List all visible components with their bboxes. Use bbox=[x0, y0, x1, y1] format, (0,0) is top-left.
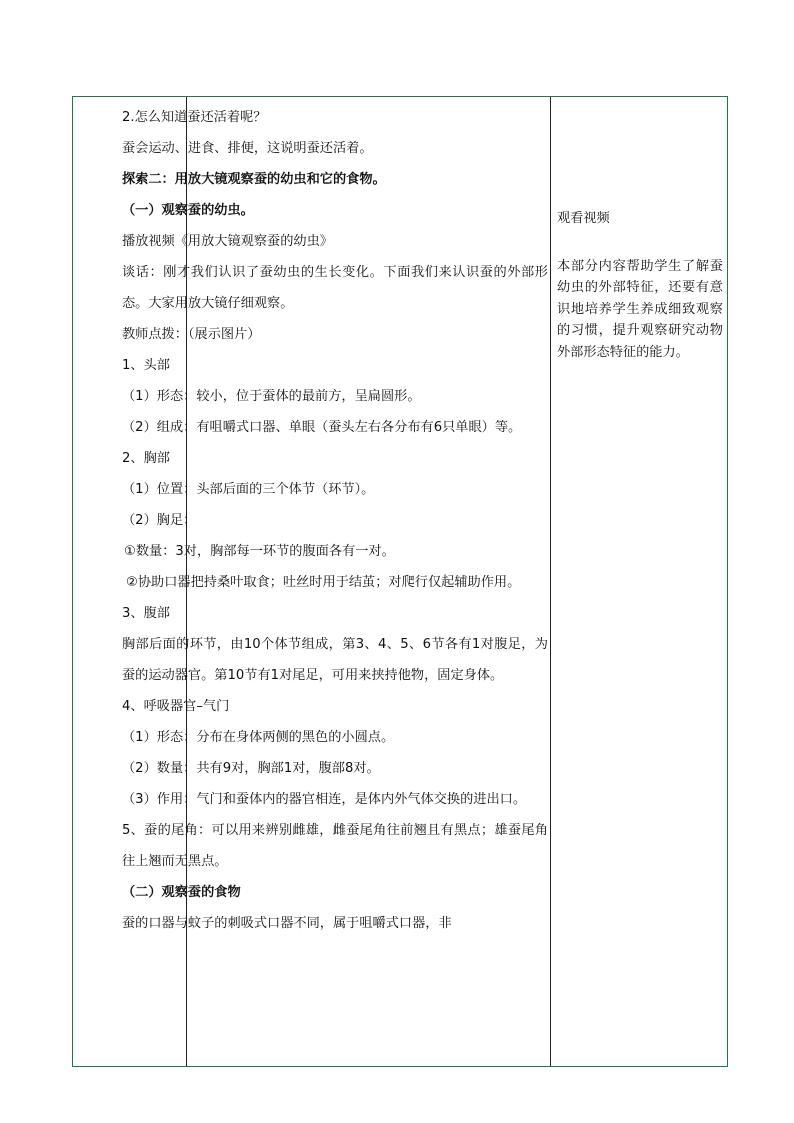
list-item: （1）位置：头部后面的三个体节（环节）。 bbox=[122, 482, 375, 497]
paragraph: 5、蚕的尾角：可以用来辨别雌雄，雌蚕尾角往前翘且有黑点；雄蚕尾角往上翘而无黑点。 bbox=[122, 823, 548, 869]
column-divider bbox=[550, 97, 551, 1066]
list-heading: 1、头部 bbox=[122, 358, 170, 373]
answer-line: 蚕会运动、进食、排便，这说明蚕还活着。 bbox=[122, 141, 373, 156]
side-note-design-intent: 本部分内容帮助学生了解蚕幼虫的外部特征，还要有意识地培养学生养成细致观察的习惯，提升观察研究动物外部形态特征的能力。 bbox=[557, 259, 723, 360]
list-item: （2）组成：有咀嚼式口器、单眼（蚕头左右各分布有6只单眼）等。 bbox=[122, 420, 522, 435]
list-item: （2）胸足： bbox=[122, 513, 197, 528]
list-heading: 3、腹部 bbox=[122, 606, 170, 621]
list-item: （2）数量：共有9对，胸部1对，腹部8对。 bbox=[122, 761, 380, 776]
section-heading: 探索二：用放大镜观察蚕的幼虫和它的食物。 bbox=[122, 172, 386, 187]
side-note-video: 观看视频 bbox=[557, 211, 610, 226]
paragraph: 谈话：刚才我们认识了蚕幼虫的生长变化。下面我们来认识蚕的外部形态。大家用放大镜仔细观察。 bbox=[122, 265, 548, 311]
list-item: （1）形态：分布在身体两侧的黑色的小圆点。 bbox=[122, 730, 395, 745]
text-line: 蚕的口器与蚊子的刺吸式口器不同，属于咀嚼式口器，非 bbox=[122, 916, 452, 931]
list-item: ①数量：3对，胸部每一环节的腹面各有一对。 bbox=[124, 544, 395, 559]
list-item: （1）形态：较小，位于蚕体的最前方，呈扁圆形。 bbox=[122, 389, 421, 404]
text-line: 教师点拨：（展示图片） bbox=[122, 327, 261, 342]
text-line: 播放视频《用放大镜观察蚕的幼虫》 bbox=[122, 234, 333, 249]
teaching-process-content bbox=[122, 102, 548, 939]
list-item: ②协助口器把持桑叶取食；吐丝时用于结茧；对爬行仅起辅助作用。 bbox=[126, 575, 521, 590]
list-heading: 2、胸部 bbox=[122, 451, 170, 466]
question-line: 2.怎么知道蚕还活着呢？ bbox=[122, 110, 267, 125]
list-heading: 4、呼吸器官–气门 bbox=[122, 699, 230, 714]
subsection-heading: （二）观察蚕的食物 bbox=[122, 885, 241, 900]
subsection-heading: （一）观察蚕的幼虫。 bbox=[122, 203, 254, 218]
paragraph: 胸部后面的环节，由10个体节组成，第3、4、5、6节各有1对腹足，为蚕的运动器官。第10节有1对尾足，可用来挟持他物，固定身体。 bbox=[122, 637, 548, 683]
list-item: （3）作用：气门和蚕体内的器官相连，是体内外气体交换的进出口。 bbox=[122, 792, 527, 807]
